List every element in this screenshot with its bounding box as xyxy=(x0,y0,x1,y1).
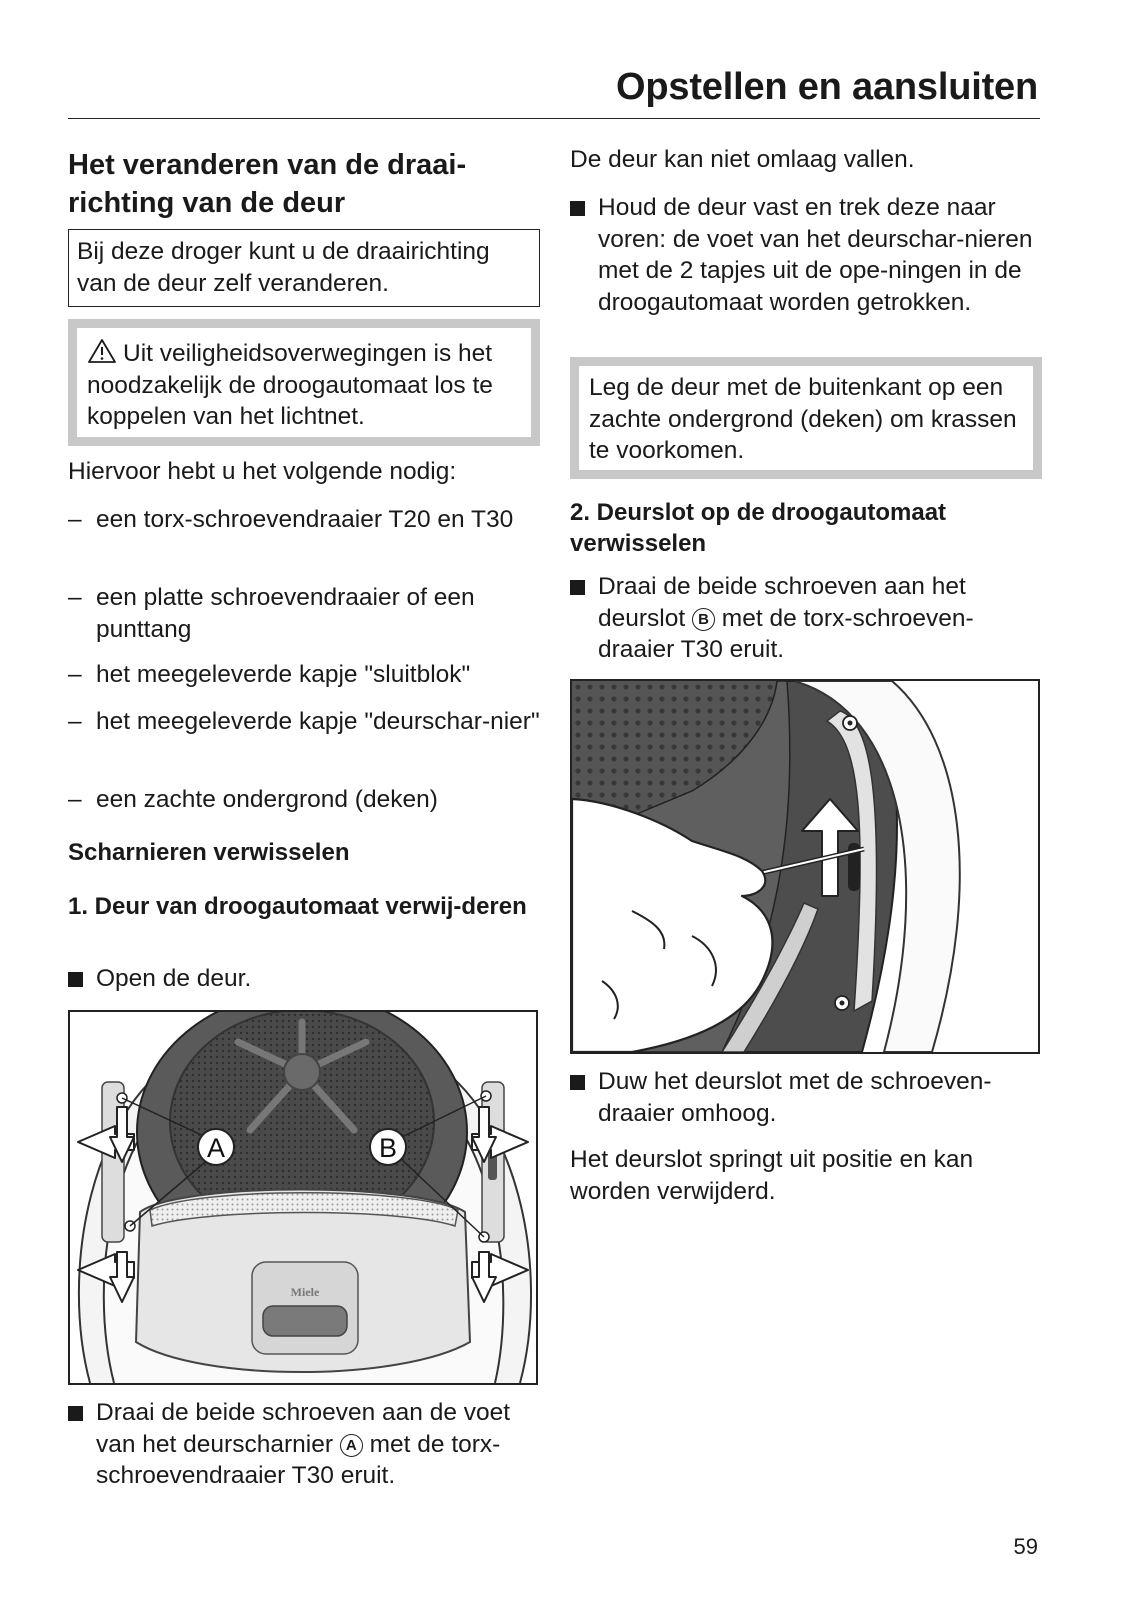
list-item-text: het meegeleverde kapje "sluitblok" xyxy=(96,661,471,688)
action-item xyxy=(570,192,1040,318)
action-text: Duw het deurslot met de schroeven-draaier omhoog. xyxy=(598,1068,992,1127)
dash-marker: – xyxy=(68,506,82,533)
step1-heading: 1. Deur van droogautomaat verwij-deren xyxy=(68,893,527,920)
dash-marker: – xyxy=(68,708,82,735)
action-item xyxy=(570,571,1040,666)
step2-heading: 2. Deurslot op de droogautomaat verwisselen xyxy=(570,499,947,557)
square-bullet-icon xyxy=(570,1075,585,1090)
list-item-text: een zachte ondergrond (deken) xyxy=(96,786,438,813)
door-note: De deur kan niet omlaag vallen. xyxy=(570,146,915,173)
action-text: met de torx-schroevendraaier T30 eruit. xyxy=(96,1430,501,1489)
marker-b-icon: B xyxy=(692,608,715,631)
marker-a-icon: A xyxy=(340,1434,363,1457)
dash-marker: – xyxy=(68,786,82,813)
action-text: Draai de beide schroeven aan het deurslot xyxy=(598,573,966,632)
subheading: Scharnieren verwisselen xyxy=(68,839,350,866)
page-header xyxy=(68,62,1040,119)
list-item xyxy=(68,659,540,691)
needs-intro: Hiervoor hebt u het volgende nodig: xyxy=(68,458,457,485)
dash-marker: – xyxy=(68,584,82,611)
label-b: B xyxy=(378,1133,398,1163)
figure-door-lock xyxy=(570,679,1040,1054)
list-item-text: het meegeleverde kapje "deurschar-nier" xyxy=(96,708,540,735)
action-item xyxy=(570,1066,1040,1129)
page-title: Opstellen en aansluiten xyxy=(616,66,1038,108)
figure-dryer-front xyxy=(68,1010,538,1385)
section-heading-line1: Het veranderen van de draai- xyxy=(68,149,467,181)
label-a: A xyxy=(206,1133,226,1163)
screwdriver-illustration xyxy=(572,681,1038,1052)
dash-marker: – xyxy=(68,661,82,688)
brand-label: Miele xyxy=(290,1285,320,1299)
square-bullet-icon xyxy=(68,972,83,987)
warning-text: Uit veiligheidsoverwegingen is het noodzakelijk de droogautomaat los te koppelen van het lichtnet. xyxy=(87,340,493,430)
action-item xyxy=(68,1397,540,1492)
warning-triangle-icon xyxy=(87,338,117,364)
square-bullet-icon xyxy=(570,201,585,216)
action-item xyxy=(68,963,540,995)
list-item xyxy=(68,582,540,645)
list-item xyxy=(68,784,540,816)
section-heading-line2: richting van de deur xyxy=(68,187,346,219)
list-item-text: een torx-schroevendraaier T20 en T30 xyxy=(96,506,514,533)
list-item xyxy=(68,706,540,738)
action-text: Open de deur. xyxy=(96,965,252,992)
warning-box xyxy=(68,319,540,446)
action-text: Houd de deur vast en trek deze naar voren: de voet van het deurschar-nieren met de 2 tapjes uit de ope-ningen in de droogautomaat worden getrokken. xyxy=(598,194,1033,316)
action-text: met de torx-schroeven-draaier T30 eruit. xyxy=(598,604,974,663)
dryer-illustration xyxy=(70,1012,536,1383)
list-item-text: een platte schroevendraaier of een punttang xyxy=(96,584,475,643)
info-box: Bij deze droger kunt u de draairichting van de deur zelf veranderen. xyxy=(68,229,540,307)
list-item xyxy=(68,504,540,536)
square-bullet-icon xyxy=(68,1406,83,1421)
action-text: Draai de beide schroeven aan de voet van het deurscharnier xyxy=(96,1399,511,1458)
square-bullet-icon xyxy=(570,580,585,595)
tip-box: Leg de deur met de buitenkant op een zachte ondergrond (deken) om krassen te voorkomen. xyxy=(570,357,1042,479)
page-number: 59 xyxy=(1013,1534,1038,1559)
result-text: Het deurslot springt uit positie en kan worden verwijderd. xyxy=(570,1146,974,1205)
